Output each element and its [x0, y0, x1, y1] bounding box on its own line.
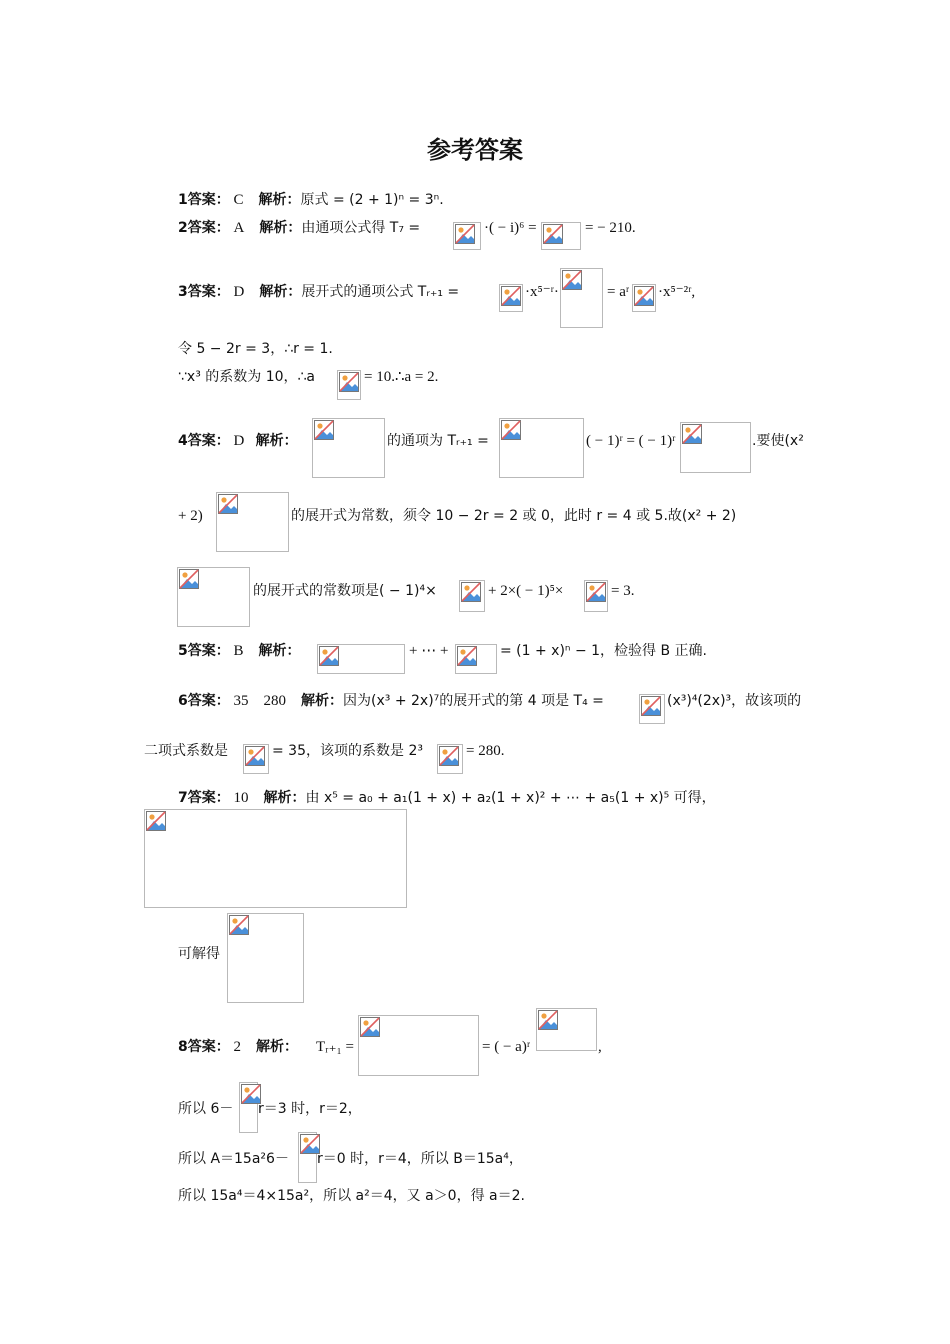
answer-3 — [178, 282, 459, 302]
text-line: 令 5 − 2r = 3，∴r = 1. — [178, 341, 333, 357]
answer-choice: 2 — [233, 1039, 241, 1055]
formula-image — [584, 580, 608, 612]
formula-text: + 2×( − 1)⁵× — [488, 583, 564, 599]
formula-text: ·( − i)⁶ = — [484, 220, 537, 236]
answer-label: 答案： — [187, 192, 230, 208]
question-number: 3 — [178, 284, 188, 300]
formula-text: (x³)⁴(2x)³，故该项的 — [667, 693, 802, 709]
answer-6 — [178, 691, 604, 711]
answer-choice: C — [233, 192, 244, 208]
formula-image — [227, 913, 304, 1003]
analysis-text: 展开式的通项公式 Tᵣ₊₁ = — [301, 284, 460, 300]
question-number: 1 — [178, 192, 188, 208]
formula-text: ( − 1)ʳ = ( − 1)ʳ — [586, 433, 676, 449]
answer-label: 答案： — [187, 1039, 230, 1055]
answer-label: 答案： — [187, 693, 230, 709]
answer-choice: 35 280 — [233, 693, 287, 709]
answer-label: 答案： — [187, 643, 230, 659]
answer-label: 答案： — [187, 284, 230, 300]
analysis-text: 由 x⁵ = a₀ + a₁(1 + x) + a₂(1 + x)² + ⋯ + a₅(1 + x)⁵ 可得， — [305, 790, 716, 806]
formula-image — [455, 644, 497, 674]
formula-text: 的通项为 Tᵣ₊₁ = — [387, 433, 489, 449]
answer-7 — [178, 788, 716, 808]
formula-text: 的展开式的常数项是( − 1)⁴× — [253, 583, 437, 599]
formula-image — [337, 370, 361, 400]
question-number: 2 — [178, 220, 188, 236]
formula-image — [536, 1008, 597, 1051]
question-number: 8 — [178, 1039, 188, 1055]
formula-image — [239, 1082, 258, 1133]
analysis-label: 解析： — [259, 220, 302, 236]
text-line: 所以 6－ — [178, 1101, 234, 1117]
analysis-label: 解析： — [258, 192, 301, 208]
answer-choice: D — [233, 284, 245, 300]
analysis-text: 由通项公式得 T₇ = — [301, 220, 421, 236]
formula-text: ·x⁵⁻ʳ· — [525, 284, 559, 300]
formula-image — [499, 284, 523, 312]
answer-label: 答案： — [187, 220, 230, 236]
analysis-label: 解析： — [259, 284, 302, 300]
formula-text: 二项式系数是 — [144, 743, 228, 759]
analysis-label: 解析： — [258, 643, 301, 659]
formula-text: = ( − a)ʳ — [482, 1039, 531, 1055]
question-number: 5 — [178, 643, 188, 659]
formula-image — [459, 580, 485, 612]
formula-image — [541, 222, 581, 250]
answer-1 — [178, 190, 444, 210]
formula-image — [243, 744, 269, 774]
formula-text: Tᵣ₊₁ = — [316, 1039, 354, 1055]
formula-image — [437, 744, 463, 774]
formula-image — [177, 567, 250, 627]
formula-text: 可解得 — [178, 946, 220, 962]
analysis-label: 解析： — [301, 693, 344, 709]
formula-image — [312, 418, 385, 478]
answer-8 — [178, 1037, 298, 1057]
answer-label: 答案： — [187, 433, 230, 449]
formula-image — [680, 422, 751, 473]
formula-image — [453, 222, 481, 250]
text-line: r＝3 时，r＝2， — [258, 1101, 362, 1117]
answer-choice: A — [233, 220, 245, 236]
formula-text: , — [598, 1039, 602, 1055]
formula-text: + 2) — [178, 508, 203, 524]
formula-text: ·x⁵⁻²ʳ, — [658, 284, 696, 300]
formula-image — [499, 418, 584, 478]
formula-text: = aʳ — [607, 284, 630, 300]
answer-4 — [178, 431, 298, 451]
answer-2 — [178, 218, 420, 238]
formula-image — [216, 492, 289, 552]
analysis-text: 因为(x³ + 2x)⁷的展开式的第 4 项是 T₄ = — [343, 693, 604, 709]
formula-text: .要使(x² — [752, 433, 804, 449]
page-title: 参考答案 — [427, 136, 523, 164]
question-number: 6 — [178, 693, 188, 709]
answer-label: 答案： — [187, 790, 230, 806]
analysis-text: 原式 = (2 + 1)ⁿ = 3ⁿ. — [300, 192, 444, 208]
analysis-label: 解析： — [255, 433, 298, 449]
answer-choice: D — [233, 433, 245, 449]
formula-text: = − 210. — [585, 220, 636, 236]
formula-text: 的展开式为常数，须令 10 − 2r = 2 或 0，此时 r = 4 或 5.故(x² + 2) — [291, 508, 737, 524]
text-line: r＝0 时，r＝4，所以 B＝15a⁴， — [317, 1151, 523, 1167]
answer-choice: B — [233, 643, 244, 659]
text-line: 所以 A＝15a²6－ — [178, 1151, 289, 1167]
formula-text: = 280. — [466, 743, 505, 759]
text-line: 所以 15a⁴＝4×15a²，所以 a²＝4，又 a＞0，得 a＝2. — [178, 1188, 525, 1204]
formula-text: = 3. — [611, 583, 635, 599]
text-line: ∵x³ 的系数为 10，∴a — [178, 369, 316, 385]
formula-image — [632, 284, 656, 312]
formula-image — [144, 809, 407, 908]
analysis-label: 解析： — [263, 790, 306, 806]
question-number: 4 — [178, 433, 188, 449]
formula-image — [358, 1015, 479, 1076]
formula-image — [639, 694, 665, 724]
formula-text: = 35，该项的系数是 2³ — [272, 743, 423, 759]
formula-image — [317, 644, 405, 674]
question-number: 7 — [178, 790, 188, 806]
formula-text: + ⋯ + — [409, 643, 449, 659]
answer-5 — [178, 641, 301, 661]
text-line: = 10.∴a = 2. — [364, 369, 439, 385]
answer-choice: 10 — [233, 790, 249, 806]
formula-image — [560, 268, 603, 328]
formula-image — [298, 1132, 317, 1183]
formula-text: = (1 + x)ⁿ − 1，检验得 B 正确. — [500, 643, 707, 659]
analysis-label: 解析： — [256, 1039, 298, 1055]
